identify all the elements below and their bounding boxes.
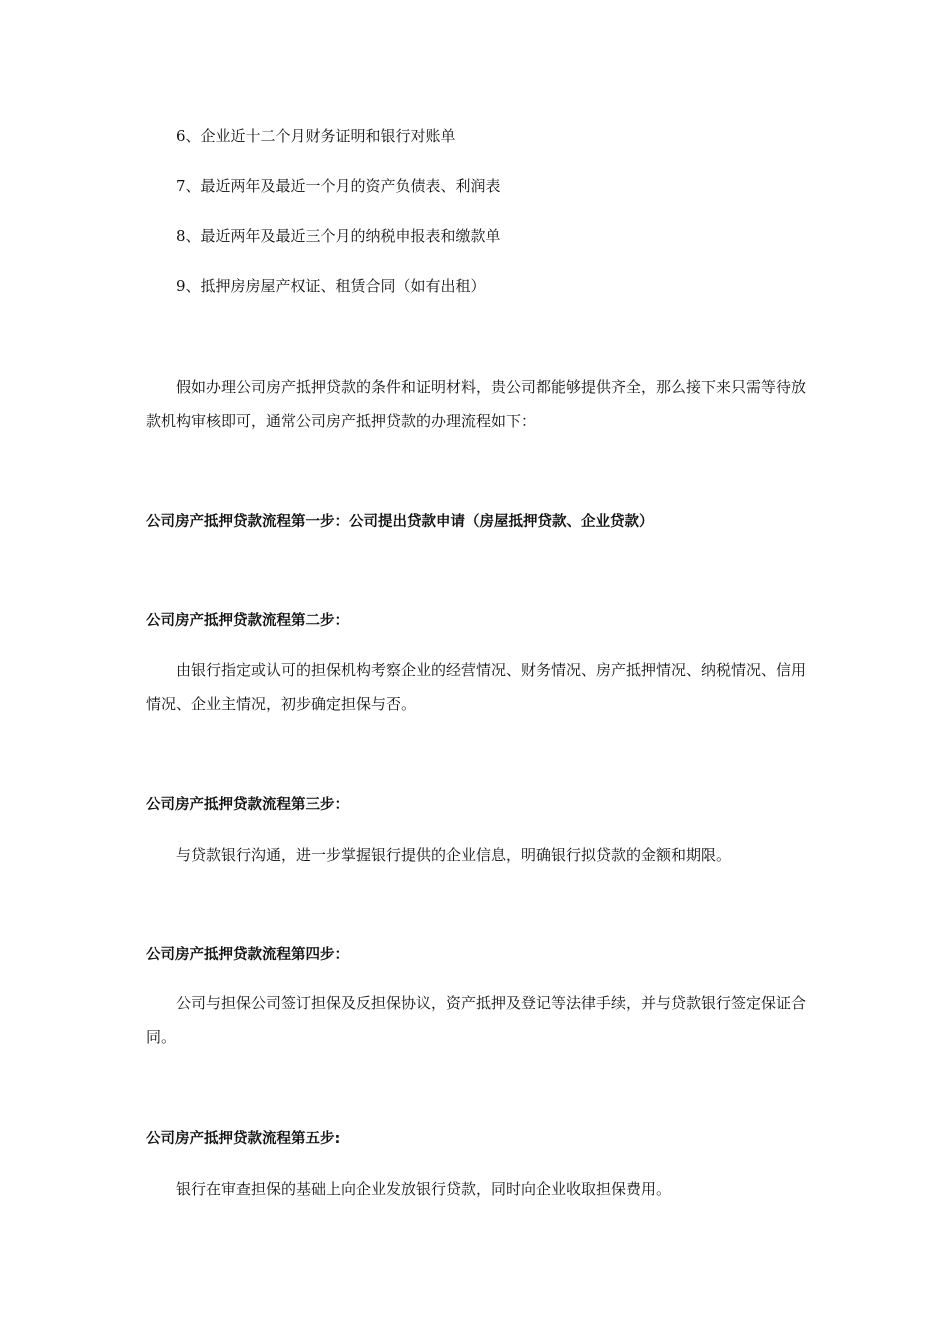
step-body: 由银行指定或认可的担保机构考察企业的经营情况、财务情况、房产抵押情况、纳税情况、信用情况、企业主情况，初步确定担保与否。 [146, 661, 807, 713]
step-heading: 公司房产抵押贷款流程第五步: [146, 1131, 341, 1147]
step-body: 银行在审查担保的基础上向企业发放银行贷款，同时向企业收取担保费用。 [176, 1180, 672, 1198]
step-heading: 公司房产抵押贷款流程第二步： [146, 613, 349, 629]
step-body: 与贷款银行沟通，进一步掌握银行提供的企业信息，明确银行拟贷款的金额和期限。 [176, 846, 732, 864]
step-heading: 公司房产抵押贷款流程第一步：公司提出贷款申请（房屋抵押贷款、企业贷款） [146, 514, 654, 530]
list-item: 9、抵押房房屋产权证、租赁合同（如有出租） [176, 277, 486, 295]
list-item: 6、企业近十二个月财务证明和银行对账单 [176, 127, 456, 145]
step-heading: 公司房产抵押贷款流程第三步： [146, 797, 349, 813]
step-heading: 公司房产抵押贷款流程第四步： [146, 947, 349, 963]
list-item: 7、最近两年及最近一个月的资产负债表、利润表 [176, 177, 501, 195]
intro-paragraph: 假如办理公司房产抵押贷款的条件和证明材料，贵公司都能够提供齐全，那么接下来只需等待放款机构审核即可，通常公司房产抵押贷款的办理流程如下： [146, 378, 807, 430]
list-item: 8、最近两年及最近三个月的纳税申报表和缴款单 [176, 227, 501, 245]
step-body: 公司与担保公司签订担保及反担保协议，资产抵押及登记等法律手续，并与贷款银行签定保证合同。 [146, 994, 807, 1046]
